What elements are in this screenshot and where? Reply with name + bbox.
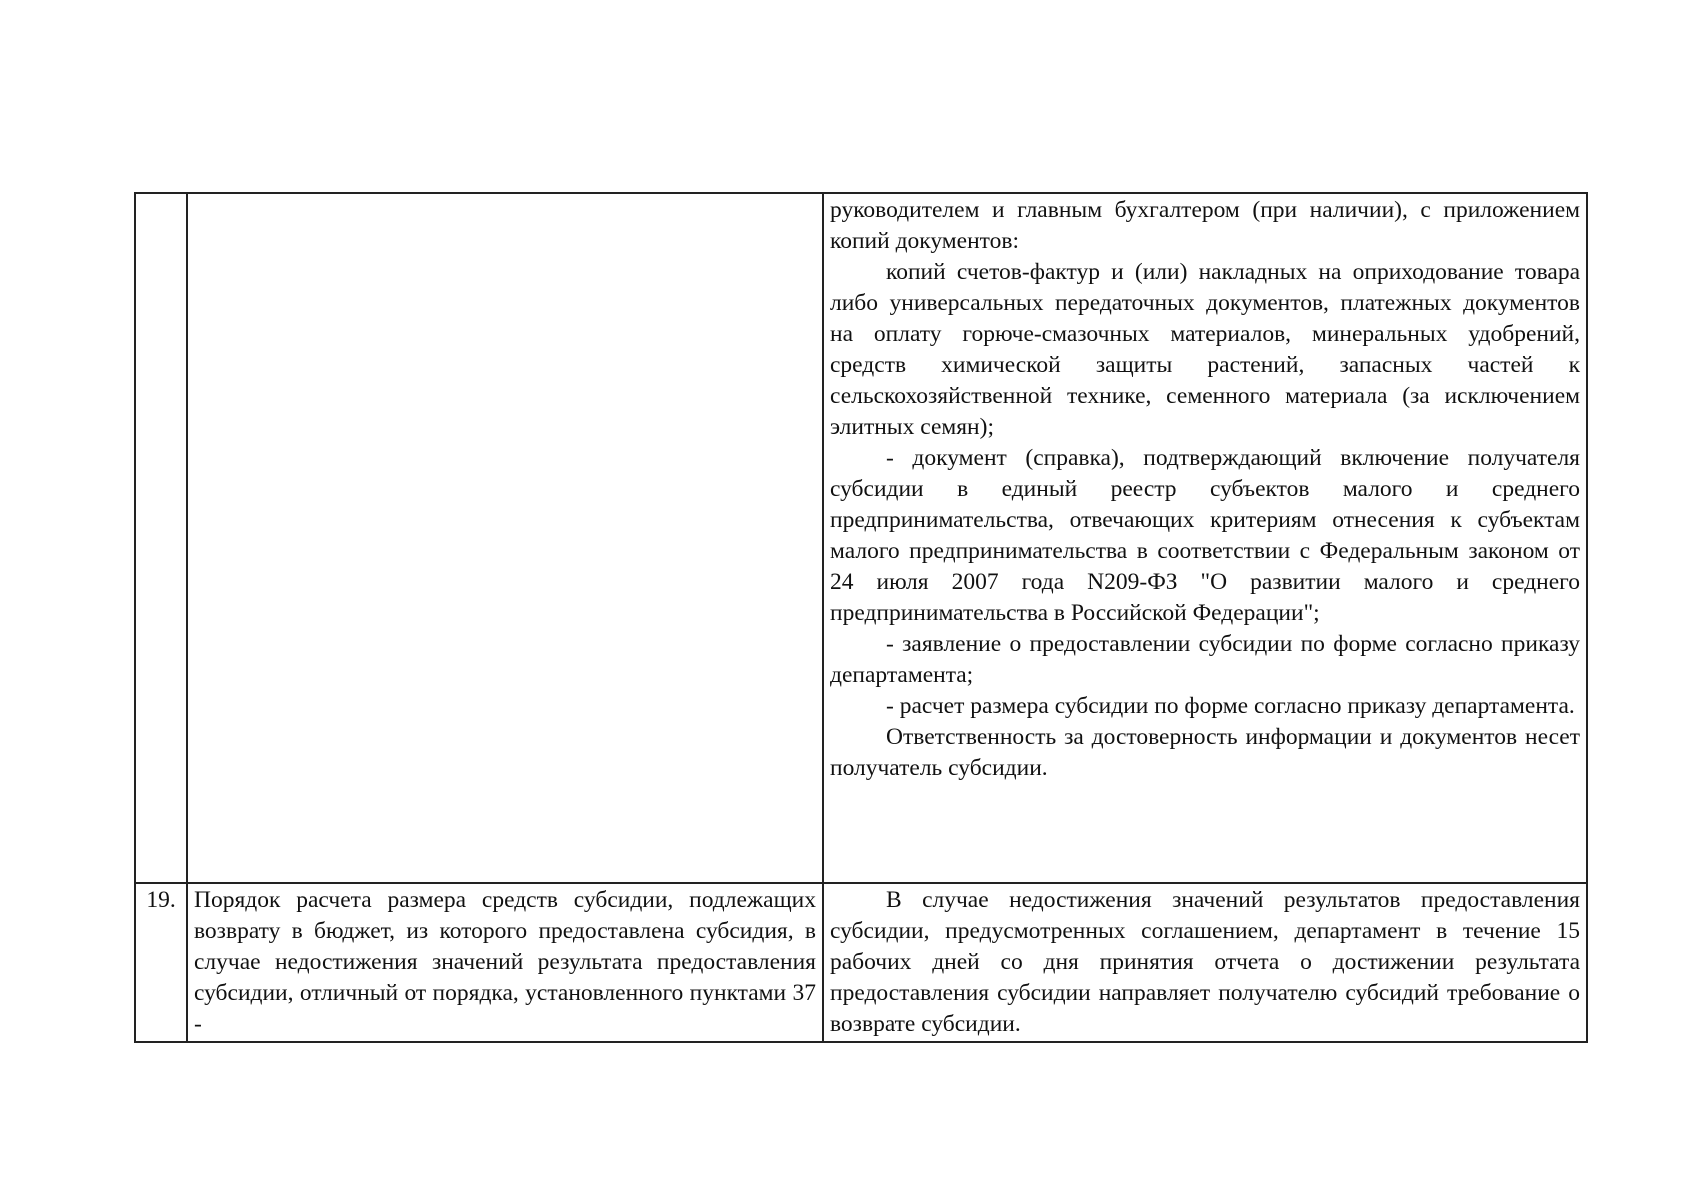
row-number-cell: 19. [135,883,187,1042]
requirements-table [134,192,1588,1043]
row-content-cell [823,883,1587,1042]
paragraph: копий счетов-фактур и (или) накладных на оприходование товара либо универсальных передаточных документов, платежных документов на оплату горюче-смазочных материалов, минеральных удобрений, средств химической защиты растений, запасных частей к сельскохозяйственной технике, семенного материала (за исключением элитных семян); [830,259,1580,440]
table-row [135,193,1587,883]
paragraph: - расчет размера субсидии по форме согласно приказу департамента. [886,693,1575,719]
paragraph: Порядок расчета размера средств субсидии, подлежащих возврату в бюджет, из которого предоставлена субсидия, в случае недостижения значений результата предоставления субсидии, отличный от порядка, установленного пунктами 37 - [194,887,816,1037]
row-description-cell [187,193,823,883]
paragraph: руководителем и главным бухгалтером (при наличии), с приложением копий документов: [830,197,1580,254]
paragraph: Ответственность за достоверность информации и документов несет получатель субсидии. [830,724,1580,781]
row-description-cell [187,883,823,1042]
table-row [135,883,1587,1042]
paragraph: - документ (справка), подтверждающий включение получателя субсидии в единый реестр субъектов малого и среднего предпринимательства, отвечающих критериям отнесения к субъектам малого предпринимательства в соответствии с Федеральным законом от 24 июля 2007 года N209-ФЗ "О развитии малого и среднего предпринимательства в Российской Федерации"; [830,445,1580,626]
row-content-cell [823,193,1587,883]
row-number-cell [135,193,187,883]
paragraph: - заявление о предоставлении субсидии по форме согласно приказу департамента; [830,631,1580,688]
paragraph: В случае недостижения значений результатов предоставления субсидии, предусмотренных соглашением, департамент в течение 15 рабочих дней со дня принятия отчета о достижении результата предоставления субсидии направляет получателю субсидий требование о возврате субсидии. [830,887,1580,1037]
